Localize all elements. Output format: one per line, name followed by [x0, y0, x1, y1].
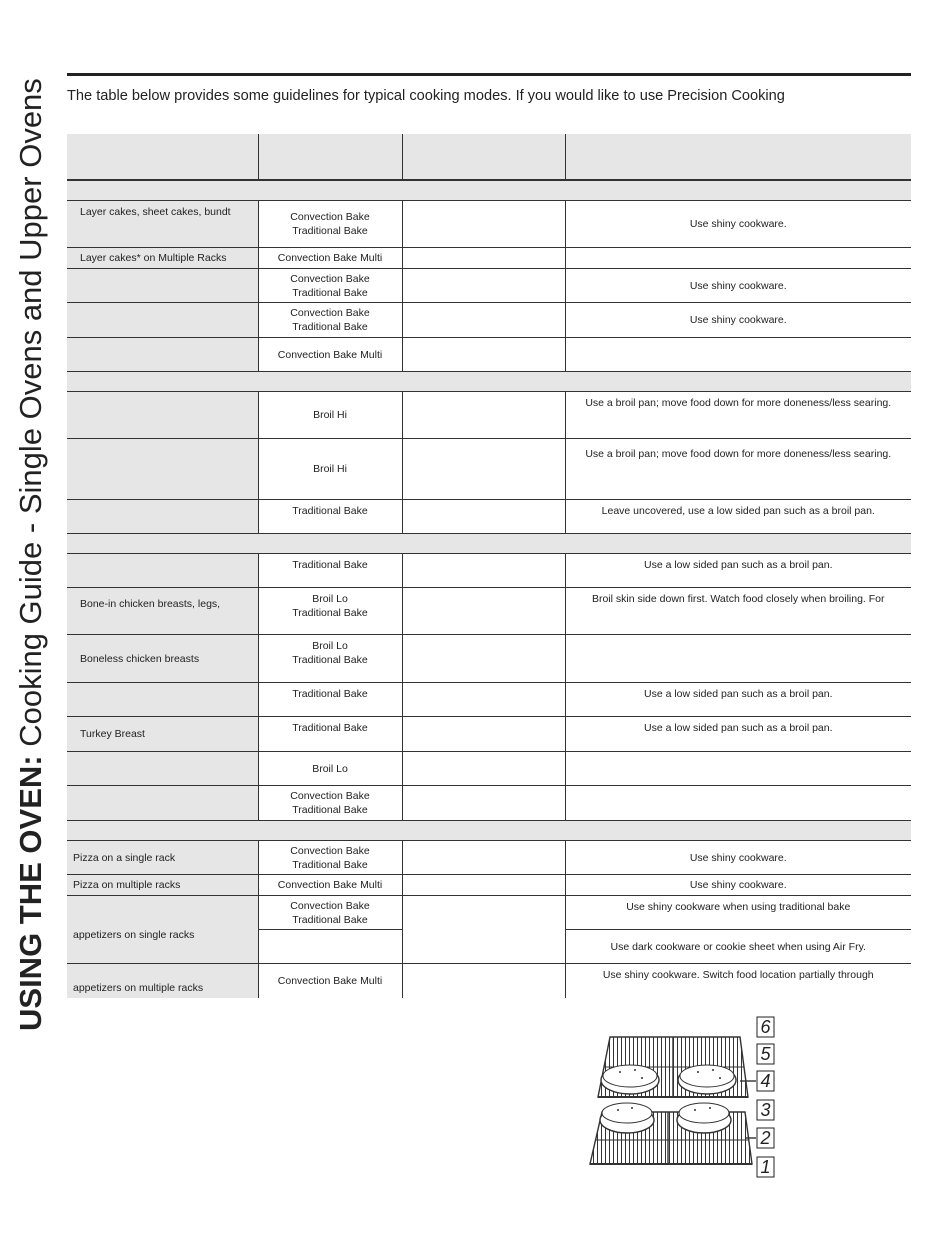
note-cell: Use shiny cookware. — [565, 841, 911, 875]
note-cell: Use shiny cookware. — [565, 875, 911, 896]
rack-cell — [402, 896, 565, 964]
table-row — [67, 269, 911, 303]
rack-cell — [402, 338, 565, 372]
food-cell — [67, 392, 258, 439]
note-cell: Use shiny cookware. — [565, 201, 911, 248]
mode-cell: Traditional Bake — [258, 717, 402, 752]
mode-cell: Broil Lo Traditional Bake — [258, 635, 402, 683]
side-title — [10, 36, 52, 1031]
note-cell — [565, 338, 911, 372]
table-row — [67, 635, 911, 683]
table-row — [67, 588, 911, 635]
mode-cell: Broil Lo Traditional Bake — [258, 588, 402, 635]
note-cell: Use a low sided pan such as a broil pan. — [565, 554, 911, 588]
mode-cell — [258, 930, 402, 964]
rack-number-2: 2 — [760, 1128, 771, 1148]
mode-cell: Convection Bake Traditional Bake — [258, 303, 402, 338]
note-cell: Use a broil pan; move food down for more doneness/less searing. — [565, 439, 911, 500]
food-cell — [67, 683, 258, 717]
mode-cell: Broil Hi — [258, 439, 402, 500]
table-row — [67, 752, 911, 786]
food-cell: Turkey Breast — [67, 717, 258, 752]
table-row — [67, 717, 911, 752]
rack-cell — [402, 717, 565, 752]
rack-cell — [402, 752, 565, 786]
table-row — [67, 392, 911, 439]
food-cell: Boneless chicken breasts — [67, 635, 258, 683]
table-row — [67, 875, 911, 896]
side-title-rest: Cooking Guide - Single Ovens and Upper Ovens — [13, 78, 48, 756]
mode-cell: Convection Bake Multi — [258, 964, 402, 998]
mode-cell: Convection Bake Multi — [258, 338, 402, 372]
rack-cell — [402, 500, 565, 534]
food-cell — [67, 786, 258, 821]
note-cell: Use a broil pan; move food down for more doneness/less searing. — [565, 392, 911, 439]
header-cell — [67, 134, 258, 180]
mode-cell: Convection Bake Traditional Bake — [258, 841, 402, 875]
table-row — [67, 201, 911, 248]
mode-cell: Convection Bake Multi — [258, 248, 402, 269]
food-cell: Bone-in chicken breasts, legs, — [67, 588, 258, 635]
rack-number-4: 4 — [760, 1071, 771, 1091]
mode-cell: Traditional Bake — [258, 500, 402, 534]
rack-cell — [402, 588, 565, 635]
rack-cell — [402, 248, 565, 269]
rack-cell — [402, 635, 565, 683]
section-row — [67, 534, 911, 554]
note-cell: Use dark cookware or cookie sheet when using Air Fry. — [565, 930, 911, 964]
rack-number-6: 6 — [760, 1017, 771, 1037]
note-cell: Use shiny cookware. — [565, 303, 911, 338]
cooking-guide-table — [67, 134, 911, 998]
food-cell — [67, 554, 258, 588]
food-cell — [67, 303, 258, 338]
food-cell: Layer cakes* on Multiple Racks — [67, 248, 258, 269]
note-cell — [565, 248, 911, 269]
food-cell: Pizza on a single rack — [67, 841, 258, 875]
section-row — [67, 180, 911, 201]
table-row — [67, 786, 911, 821]
section-row — [67, 821, 911, 841]
rack-cell — [402, 439, 565, 500]
rack-number-1: 1 — [760, 1157, 771, 1177]
table-row — [67, 683, 911, 717]
header-cell — [565, 134, 911, 180]
note-cell: Use a low sided pan such as a broil pan. — [565, 683, 911, 717]
table-row — [67, 500, 911, 534]
rack-cell — [402, 841, 565, 875]
rack-cell — [402, 786, 565, 821]
food-cell: appetizers on multiple racks — [67, 964, 258, 998]
mode-cell: Convection Bake Traditional Bake — [258, 269, 402, 303]
table-row — [67, 841, 911, 875]
note-cell: Use shiny cookware. — [565, 269, 911, 303]
table-row — [67, 439, 911, 500]
rack-cell — [402, 303, 565, 338]
rack-cell — [402, 554, 565, 588]
food-cell — [67, 439, 258, 500]
table-row — [67, 964, 911, 998]
rack-number-3: 3 — [760, 1100, 771, 1120]
rack-cell — [402, 201, 565, 248]
table-row — [67, 338, 911, 372]
note-cell: Broil skin side down first. Watch food closely when broiling. For — [565, 588, 911, 635]
note-cell — [565, 786, 911, 821]
food-cell — [67, 500, 258, 534]
rack-cell — [402, 392, 565, 439]
rack-cell — [402, 964, 565, 998]
rack-position-diagram — [580, 1012, 780, 1184]
side-title-bold: USING THE OVEN: — [13, 755, 48, 1031]
table-row — [67, 303, 911, 338]
note-cell: Leave uncovered, use a low sided pan such as a broil pan. — [565, 500, 911, 534]
food-cell: Layer cakes, sheet cakes, bundt — [67, 201, 258, 248]
table-row — [67, 896, 911, 930]
food-cell: Pizza on multiple racks — [67, 875, 258, 896]
food-cell — [67, 338, 258, 372]
mode-cell: Broil Hi — [258, 392, 402, 439]
mode-cell: Convection Bake Traditional Bake — [258, 201, 402, 248]
table-row — [67, 248, 911, 269]
table-header-row — [67, 134, 911, 180]
note-cell: Use shiny cookware when using traditional bake — [565, 896, 911, 930]
mode-cell: Traditional Bake — [258, 683, 402, 717]
intro-text: The table below provides some guidelines for typical cooking modes. If you would like to use Precision Cooking — [67, 88, 785, 104]
mode-cell: Convection Bake Multi — [258, 875, 402, 896]
header-cell — [402, 134, 565, 180]
food-cell: appetizers on single racks — [67, 896, 258, 964]
mode-cell: Convection Bake Traditional Bake — [258, 896, 402, 930]
mode-cell: Convection Bake Traditional Bake — [258, 786, 402, 821]
note-cell — [565, 752, 911, 786]
mode-cell: Broil Lo — [258, 752, 402, 786]
rack-cell — [402, 875, 565, 896]
section-row — [67, 372, 911, 392]
rack-cell — [402, 269, 565, 303]
note-cell: Use shiny cookware. Switch food location partially through — [602, 969, 874, 981]
rack-number-5: 5 — [760, 1044, 771, 1064]
food-cell — [67, 269, 258, 303]
note-cell: Use a low sided pan such as a broil pan. — [565, 717, 911, 752]
top-rule — [67, 73, 911, 76]
food-cell — [67, 752, 258, 786]
rack-number-labels — [757, 1017, 774, 1177]
header-cell — [258, 134, 402, 180]
table-row — [67, 554, 911, 588]
note-cell — [565, 635, 911, 683]
rack-cell — [402, 683, 565, 717]
mode-cell: Traditional Bake — [258, 554, 402, 588]
